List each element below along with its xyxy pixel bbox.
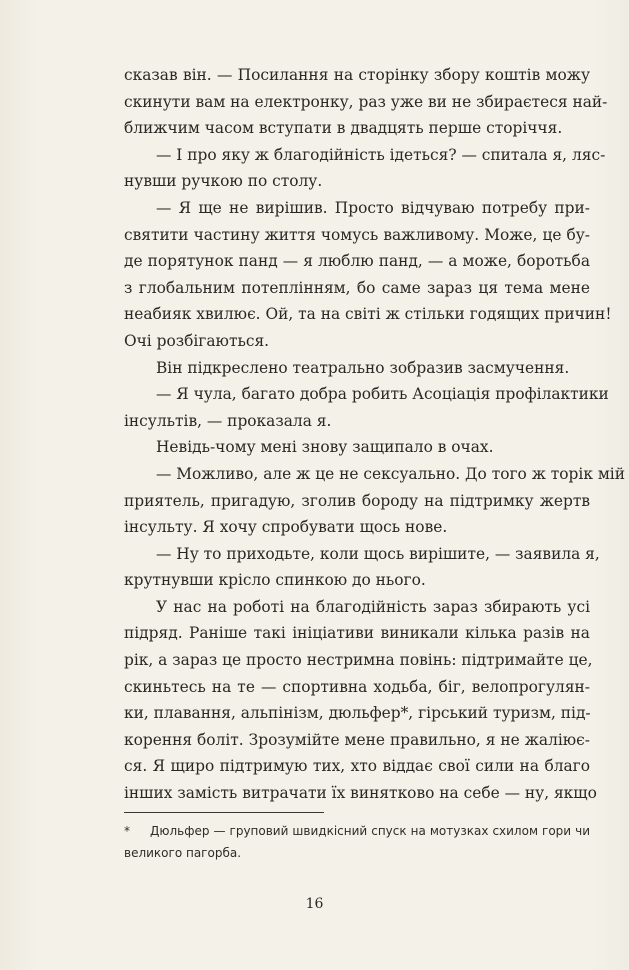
- text-line: рік, а зараз це просто нестримна повінь: підтримайте це,: [124, 651, 593, 670]
- text-line: ся. Я щиро підтримую тих, хто віддає свої сили на благо: [124, 757, 590, 776]
- text-line: сказав він. — Посилання на сторінку збору коштів можу: [124, 66, 590, 84]
- text-line: — Можливо, але ж це не сексуально. До того ж торік мій: [156, 464, 625, 483]
- body-text: [124, 62, 625, 807]
- text-line: — Я чула, багато добра робить Асоціація профілактики: [156, 385, 609, 404]
- footnote-rule: [124, 812, 324, 813]
- page-number: 16: [305, 896, 324, 912]
- text-line: інсульту. Я хочу спробувати щось нове.: [124, 518, 448, 537]
- text-line: — Ну то приходьте, коли щось вирішите, — заявила я,: [156, 544, 600, 563]
- text-line: корення боліт. Зрозумійте мене правильно, я не жаліює-: [124, 730, 590, 749]
- text-line: скинути вам на електронку, раз уже ви не збираєтеся най-: [124, 92, 608, 111]
- text-line: неабияк хвилює. Ой, та на світі ж стільки годящих причин!: [124, 305, 612, 324]
- text-line: нувши ручкою по столу.: [124, 172, 323, 191]
- text-line: — І про яку ж благодійність ідеться? — спитала я, ляс-: [156, 145, 606, 164]
- text-line: підряд. Раніше такі ініціативи виникали кілька разів на: [124, 624, 590, 643]
- text-line: У нас на роботі на благодійність зараз збирають усі: [156, 597, 590, 616]
- text-line: скиньтесь на те — спортивна ходьба, біг, велопрогулян-: [124, 677, 590, 696]
- text-line: ки, плавання, альпінізм, дюльфер*, гірський туризм, під-: [124, 704, 591, 723]
- text-line: де порятунок панд — я люблю панд, — а може, боротьба: [124, 252, 590, 271]
- text-line: Невідь-чому мені знову защипало в очах.: [156, 438, 494, 457]
- text-line: — Я ще не вирішив. Просто відчуваю потребу при-: [156, 198, 590, 217]
- text-line: святити частину життя чомусь важливому. Може, це бу-: [124, 225, 590, 244]
- text-line: з глобальним потеплінням, бо саме зараз ця тема мене: [124, 278, 590, 297]
- text-line: інсультів, — проказала я.: [124, 411, 332, 430]
- text-line: Очі розбігаються.: [124, 331, 270, 350]
- footnote-line-2: великого пагорба.: [124, 846, 242, 860]
- text-line: інших замість витрачати їх винятково на себе — ну, якщо: [124, 784, 597, 803]
- text-line: Він підкреслено театрально зобразив засмучення.: [156, 358, 570, 377]
- footnote-line-1: [124, 820, 590, 842]
- footnote-marker: *: [124, 824, 130, 838]
- text-line: приятель, пригадую, зголив бороду на підтримку жертв: [124, 491, 590, 510]
- footnote: [124, 820, 590, 864]
- text-line: крутнувши крісло спинкою до нього.: [124, 571, 426, 590]
- text-line: ближчим часом вступати в двадцять перше сторіччя.: [124, 119, 563, 138]
- footnote-text: Дюльфер — груповий швидкісний спуск на мотузках схилом гори чи: [150, 824, 590, 838]
